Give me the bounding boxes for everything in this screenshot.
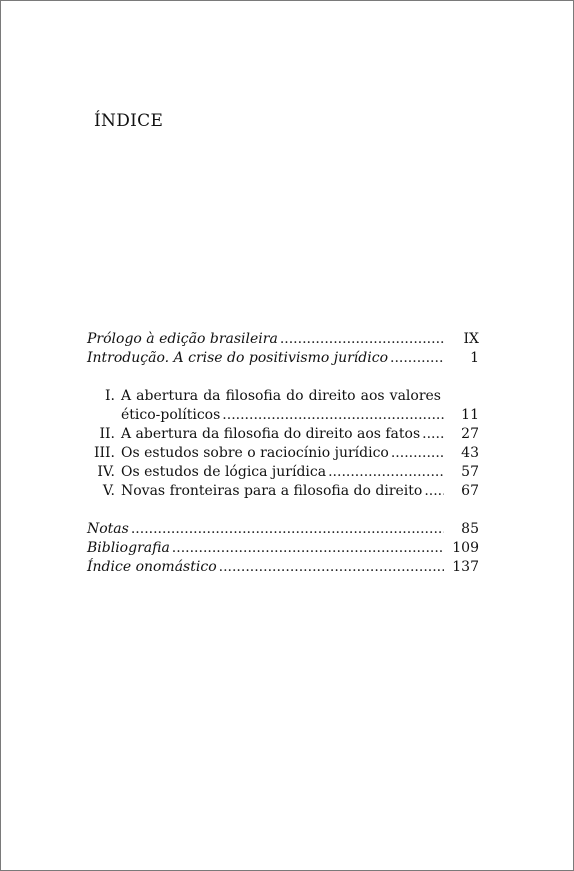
toc-entry-title: Introdução. A crise do positivismo jurídico [87,350,388,366]
toc-entry-chapter-3 [87,444,479,463]
toc-entry-title: Índice onomástico [87,559,217,575]
chapter-number: V. [102,483,115,499]
toc-entry-title: Bibliografia [87,540,170,556]
leader-dots [219,558,444,577]
toc-chapters [87,387,479,501]
toc-page-number: 109 [452,540,479,556]
toc-front-matter [87,330,479,368]
toc-entry-title-continued: ético-políticos [121,407,221,423]
toc-entry-introducao [87,349,479,368]
toc-entry-title: A abertura da filosofia do direito aos fatos [121,426,421,442]
chapter-number: IV. [97,464,115,480]
chapter-number: I. [105,388,115,404]
leader-dots [172,539,444,558]
toc-entry-chapter-5 [87,482,479,501]
toc-page-number: 1 [470,350,479,366]
leader-dots [222,406,444,425]
leader-dots [328,463,444,482]
toc-entry-chapter-1 [87,387,479,425]
toc-entry-title: A abertura da filosofia do direito aos valores [121,388,441,404]
chapter-number: II. [99,426,115,442]
leader-dots [280,330,444,349]
leader-dots [424,482,444,501]
toc-entry-prologo [87,330,479,349]
toc-entry-chapter-2 [87,425,479,444]
table-of-contents [87,330,479,577]
toc-entry-title: Os estudos sobre o raciocínio jurídico [121,445,389,461]
toc-page-number: 57 [461,464,479,480]
chapter-number: III. [93,445,115,461]
toc-entry-bibliografia [87,539,479,558]
toc-entry-title: Novas fronteiras para a filosofia do direito [121,483,423,499]
toc-back-matter [87,520,479,577]
toc-entry-title: Os estudos de lógica jurídica [121,464,327,480]
leader-dots [422,425,444,444]
toc-entry-chapter-4 [87,463,479,482]
toc-page-number: IX [463,331,479,347]
leader-dots [131,520,444,539]
toc-page-number: 11 [461,407,479,423]
toc-page-number: 67 [461,483,479,499]
leader-dots [391,444,444,463]
toc-page-number: 43 [461,445,479,461]
toc-entry-notas [87,520,479,539]
leader-dots [390,349,444,368]
toc-entry-title: Prólogo à edição brasileira [87,331,278,347]
toc-page-number: 27 [461,426,479,442]
toc-entry-title: Notas [87,521,129,537]
page-title: ÍNDICE [94,111,164,131]
toc-entry-indice-onomastico [87,558,479,577]
toc-page-number: 137 [452,559,479,575]
toc-page-number: 85 [461,521,479,537]
